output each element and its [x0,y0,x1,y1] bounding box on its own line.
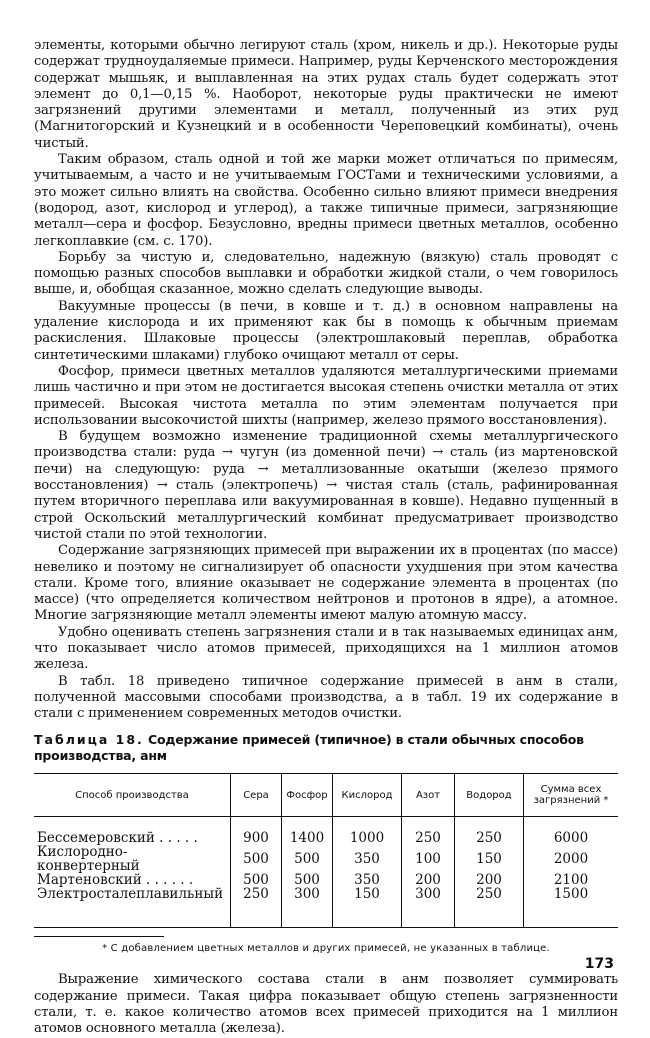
paragraph-9: В табл. 18 приведено типичное содержание примесей в анм в стали, полученной массовыми способами производства, а в табл. 19 их содержание в стали с применением современных методов очистки. [34,673,618,722]
cell-nitrogen: 300 [402,887,455,928]
cell-method: Кислородно-конвертерный [37,844,140,875]
paragraph-6: В будущем возможно изменение традиционной схемы металлургического производства стали: руда → чугун (из доменной печи) → сталь (из мартеновской печи) на следующую: руда → металлизованные окатыши (железо прямого восстановления) → сталь (электропечь) → чистая сталь (сталь, рафинированная путем вторичного переплава или вакуумированная в ковше). Недавно пущенный в строй Оскольский металлургический комбинат предусматривает производство чистой стали по этой технологии. [34,429,618,542]
cell-hydrogen: 250 [455,887,524,928]
table-row [34,817,618,846]
cell-oxygen: 150 [333,887,402,928]
header-hydrogen: Водород [455,774,524,817]
cell-nitrogen: 200 [402,873,455,887]
cell-sulfur: 500 [231,845,282,873]
footnote-divider [34,936,164,937]
page-body [34,38,618,1038]
table-title: Содержание примесей (типичное) в стали обычных способов производства, анм [34,732,584,763]
cell-total: 2000 [524,845,619,873]
table-row [34,873,618,887]
cell-phosphorus: 300 [282,887,333,928]
impurity-table [34,773,618,928]
header-total: Сумма всех загрязнений * [524,774,619,817]
table-footnote: * С добавлением цветных металлов и других примесей, не указанных в таблице. [102,943,550,955]
cell-method: Мартеновский . . . . . . [37,872,194,889]
cell-nitrogen: 250 [402,817,455,846]
cell-sulfur: 500 [231,873,282,887]
closing-paragraph: Выражение химического состава стали в анм позволяет суммировать содержание примеси. Такая цифра показывает общую степень загрязненности стали, т. е. какое количество атомов всех примесей приходится на 1 миллион атомов основного металла (железа). [34,972,618,1037]
cell-oxygen: 1000 [333,817,402,846]
paragraph-8: Удобно оценивать степень загрязнения стали и в так называемых единицах анм, что показывает число атомов примесей, приходящихся на 1 миллион атомов железа. [34,624,618,673]
cell-oxygen: 350 [333,845,402,873]
paragraph-5: Фосфор, примеси цветных металлов удаляются металлургическими приемами лишь частично и при этом не достигается высокая степень очистки металла от этих примесей. Высокая чистота металла по этим элементам получается при использовании высокочистой шихты (например, железо прямого восстановления). [34,363,618,428]
cell-oxygen: 350 [333,873,402,887]
cell-total: 2100 [524,873,619,887]
paragraph-7: Содержание загрязняющих примесей при выражении их в процентах (по массе) невелико и поэтому не сигнализирует об опасности ухудшения при этом качества стали. Кроме того, влияние оказывает не содержание элемента в процентах (по массе) (что определяется количеством нейтронов и протонов в ядре), а атомное. Многие загрязняющие металл элементы имеют малую атомную массу. [34,543,618,624]
cell-sulfur: 250 [231,887,282,928]
cell-total: 1500 [524,887,619,928]
cell-method: Бессемеровский . . . . . [37,830,198,847]
table-caption [34,732,618,763]
paragraph-4: Вакуумные процессы (в печи, в ковше и т. д.) в основном направлены на удаление кислорода и их применяют как бы в помощь к обычным приемам раскисления. Шлаковые процессы (электрошлаковый переплав, обработка синтетическими шлаками) глубоко очищают металл от серы. [34,298,618,363]
table-row [34,887,618,928]
cell-method: Электросталеплавильный [34,887,231,928]
cell-total: 6000 [524,817,619,846]
paragraph-2: Таким образом, сталь одной и той же марки может отличаться по примесям, учитываемым, а часто и не учитываемым ГОСТами и техническими условиями, а это может сильно влиять на свойства. Особенно сильно влияют примеси внедрения (водород, азот, кислород и углерод), а также типичные примеси, загрязняющие металл—сера и фосфор. Безусловно, вредны примеси цветных металлов, особенно легкоплавкие (см. с. 170). [34,152,618,249]
paragraph-1: элементы, которыми обычно легируют сталь (хром, никель и др.). Некоторые руды содержат трудноудаляемые примеси. Например, руды Керченского месторождения содержат мышьяк, и выплавленная на этих рудах сталь будет содержать этот элемент до 0,1—0,15 %. Наоборот, некоторые руды практически не имеют загрязнений другими элементами и металл, полученный из этих руд (Магнитогорский и Кузнецкий и в особенности Череповецкий комбинаты), очень чистый. [34,38,618,151]
cell-phosphorus: 1400 [282,817,333,846]
cell-phosphorus: 500 [282,845,333,873]
table-label: Таблица 18. [34,732,144,748]
header-method: Способ производства [34,774,231,817]
header-phosphorus: Фосфор [282,774,333,817]
paragraph-3: Борьбу за чистую и, следовательно, надежную (вязкую) сталь проводят с помощью разных способов выплавки и обработки жидкой стали, о чем говорилось выше, и, обобщая сказанное, можно сделать следующие выводы. [34,249,618,298]
cell-hydrogen: 250 [455,817,524,846]
cell-nitrogen: 100 [402,845,455,873]
cell-sulfur: 900 [231,817,282,846]
table-header-row [34,774,618,817]
cell-hydrogen: 150 [455,845,524,873]
header-sulfur: Сера [231,774,282,817]
table-row [34,845,618,873]
cell-phosphorus: 500 [282,873,333,887]
header-nitrogen: Азот [402,774,455,817]
page-number: 173 [584,956,614,972]
header-oxygen: Кислород [333,774,402,817]
cell-hydrogen: 200 [455,873,524,887]
